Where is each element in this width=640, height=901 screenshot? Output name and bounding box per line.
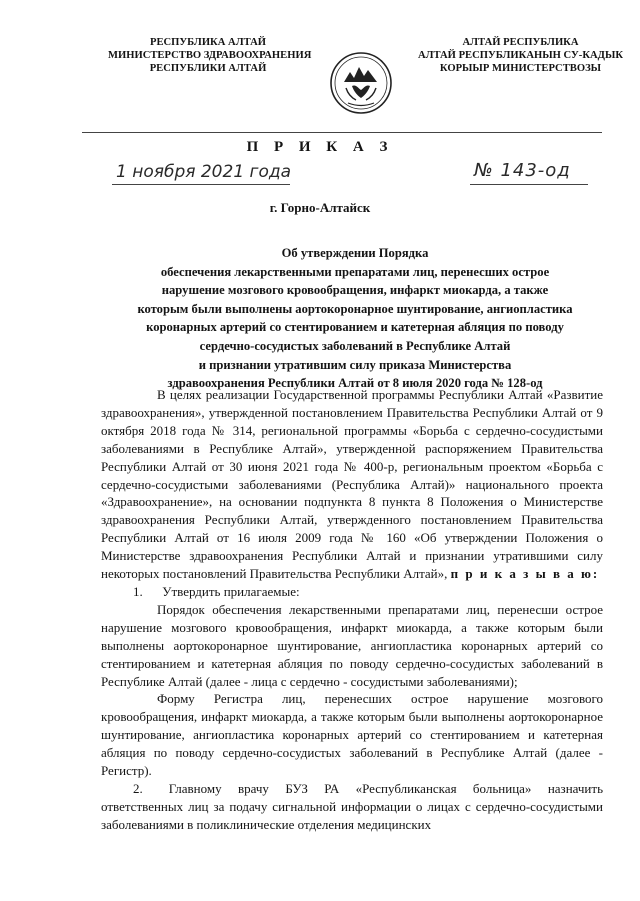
handwritten-number: № 143-од <box>474 160 571 181</box>
header-right-line: КОРЫЫР МИНИСТЕРСТВОЗЫ <box>439 63 602 74</box>
title-line: и признании утратившим силу приказа Министерства <box>198 357 512 372</box>
title-line: коронарных артерий со стентированием и катетерная абляция по поводу <box>146 320 564 335</box>
header-left-line: РЕСПУБЛИКА АЛТАЙ <box>149 37 267 48</box>
document-title <box>120 244 590 393</box>
header-right <box>408 36 633 75</box>
handwritten-date: 1 ноября 2021 года <box>116 162 292 182</box>
header-left-line: МИНИСТЕРСТВО ЗДРАВООХРАНЕНИЯ <box>108 50 312 61</box>
date-underline <box>112 184 290 185</box>
title-line: Об утверждении Порядка <box>281 246 429 260</box>
title-line: которым были выполнены аортокоронарное шунтирование, ангиопластика <box>137 301 573 316</box>
number-underline <box>470 184 588 185</box>
paragraph-item-2: 2. Главному врачу БУЗ РА «Республиканская больница» назначить ответственных лиц за подачу сигнальной информации о лицах с сердечно-сосудистыми заболеваниями в поликлинические отделения медицинских <box>101 780 603 832</box>
header-left-line: РЕСПУБЛИКИ АЛТАЙ <box>149 63 267 74</box>
header-left <box>108 36 312 75</box>
paragraph-item-1: 1. Утвердить прилагаемые: <box>133 583 300 599</box>
header-divider <box>82 132 602 133</box>
order-word: п р и к а з ы в а ю: <box>450 566 600 582</box>
header-right-line: АЛТАЙ РЕСПУБЛИКА <box>462 37 579 48</box>
paragraph-preamble <box>101 386 603 583</box>
paragraph-procedure: Порядок обеспечения лекарственными препаратами лиц, перенесши острое нарушение мозгового кровообращения, инфаркт миокарда, а также которым были выполнены аортокоронарное шунтирование, ангиопластика коронарных артерий со стентированием и катетерная абляция по поводу сердечно-сосудистых заболеваний в Республике Алтай (далее - лица с сердечно - сосудистыми заболеваниями); <box>101 601 603 689</box>
document-type: П Р И К А З <box>246 139 394 155</box>
city: г. Горно-Алтайск <box>269 200 371 215</box>
title-line: сердечно-сосудистых заболеваний в Республике Алтай <box>199 338 511 353</box>
title-line: здравоохранения Республики Алтай от 8 июля 2020 года № 128-од <box>167 376 543 391</box>
document-body <box>101 386 603 834</box>
header-right-line: АЛТАЙ РЕСПУБЛИКАНЫН СУ-КАДЫК <box>417 50 624 61</box>
altai-republic-emblem-icon <box>328 48 394 118</box>
title-line: нарушение мозгового кровообращения, инфаркт миокарда, а также <box>161 283 549 298</box>
paragraph-register-form: Форму Регистра лиц, перенесших острое нарушение мозгового кровообращения, инфаркт миокарда, а также которым были выполнены аортокоронарное шунтирование, ангиопластика коронарных артерий со стентированием и катетерная абляция по поводу сердечно-сосудистых заболеваний в Республике Алтай (далее - Регистр). <box>101 691 603 779</box>
title-line: обеспечения лекарственными препаратами лиц, перенесших острое <box>160 264 550 279</box>
preamble-text: В целях реализации Государственной программы Республики Алтай «Развитие здравоохранения», утвержденной постановлением Правительства Республики Алтай от 9 октября 2018 года № 314, региональной программы «Борьба с сердечно-сосудистыми заболеваниями в Республике Алтай», утвержденной распоряжением Правительства Республики Алтай от 30 июня 2021 года № 400-р, региональным проектом «Борьба с сердечно-сосудистыми заболеваниями (Республика Алтай)» национального проекта «Здравоохранение», на основании подпункта 8 пункта 8 Положения о Министерстве здравоохранения Республики Алтай, утвержденного постановлением Правительства Республики Алтай от 16 июля 2009 года № 160 «Об утверждении Положения о Министерстве здравоохранения Республики Алтай и признании утратившими силу некоторых постановлений Правительства Республики Алтай», <box>101 387 603 582</box>
